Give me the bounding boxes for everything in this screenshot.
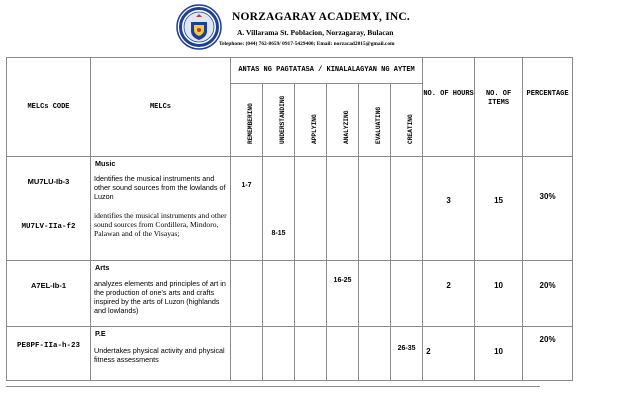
header-items: NO. OF ITEMS [475,58,523,157]
melc-text: identifies the musical instruments and other sound sources from Cordillera, Mindoro, Palawan and of the Visayas; [94,211,227,238]
pe-percentage: 20% [539,335,556,344]
header-remembering: REMEMBERING [231,84,263,157]
melc-text: Identifies the musical instruments and other sound sources from the lowlands of Luzon [94,174,226,201]
music-items: 15 [494,196,504,205]
school-seal-icon [176,4,222,50]
section-arts: Arts [95,263,110,272]
header-antas: ANTAS NG PAGTATASA / KINALALAGYAN NG AYTEM [231,58,423,84]
header-analyzing: ANALYZING [327,84,359,157]
pe-items: 10 [494,347,504,356]
arts-percentage: 20% [539,281,556,290]
header-percentage: PERCENTAGE [523,58,573,157]
melc-text: analyzes elements and principles of art in the production of one's arts and crafts inspired by the arts of Luzon (highlands and lowlands) [94,279,226,315]
table-row [7,327,633,381]
section-music: Music [95,159,116,168]
divider [6,386,540,387]
code-a7el: A7EL-Ib-1 [30,281,66,290]
table-row [7,261,633,327]
section-pe: P.E [95,329,106,338]
music-hours: 3 [446,196,451,205]
item-range-remembering: 1-7 [241,182,252,189]
header-applying: APPLYING [295,84,327,157]
table-row [7,157,633,261]
item-range-understanding: 8-15 [271,230,286,237]
header-understanding: UNDERSTANDING [263,84,295,157]
document-header [0,0,638,56]
code-pe8pf: PE8PF-IIa-h-23 [17,342,81,350]
arts-hours: 2 [446,281,451,290]
pe-hours: 2 [426,347,431,356]
school-address: A. Villarama St. Poblacion, Norzagaray, Bulacan [237,28,394,37]
header-evaluating: EVALUATING [359,84,391,157]
header-creating: CREATING [391,84,423,157]
music-percentage: 30% [539,192,556,201]
table-of-specifications [6,57,633,381]
item-range-creating: 26-35 [397,345,416,352]
item-range-analyzing: 16-25 [333,277,352,284]
code-mu7lv: MU7LV-IIa-f2 [21,223,76,232]
melc-text: Undertakes physical activity and physical fitness assessments [94,346,225,364]
code-mu7lu: MU7LU-Ib-3 [27,177,70,186]
school-contact: Telephone: (044) 762-8659/ 0917-5429400; Email: norzacad2015@gmail.com [219,41,395,47]
header-melcs-code: MELCs CODE [7,58,91,157]
header-hours: NO. OF HOURS [423,58,475,157]
header-melcs: MELCs [91,58,231,157]
school-name: NORZAGARAY ACADEMY, INC. [232,11,410,23]
arts-items: 10 [494,281,504,290]
